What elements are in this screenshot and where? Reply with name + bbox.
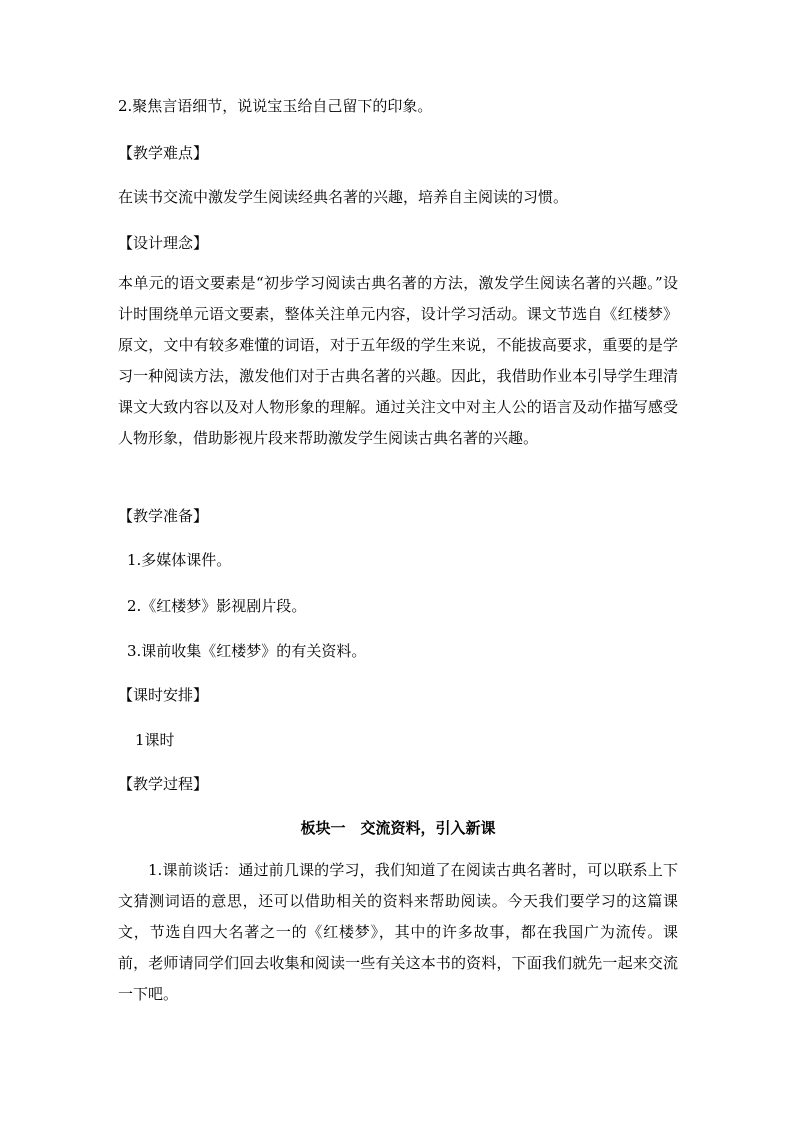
difficulty-heading: 【教学难点】 (118, 144, 209, 162)
objective-item-2: 2.聚焦言语细节，说说宝玉给自己留下的印象。 (118, 97, 433, 115)
section-text: 1.课前谈话：通过前几课的学习，我们知道了在阅读古典名著时，可以联系上下文猜测词语的意思，还可以借助相关的资料来帮助阅读。今天我们要学习的这篇课文，节选自四大名著之一的《红楼梦》，其中的许多故事，都在我国广为流传。课前，老师请同学们回去收集和阅读一些有关这本书的资料，下面我们就先一起来交流一下吧。 (118, 861, 678, 1003)
design-text: 本单元的语文要素是“初步学习阅读古典名著的方法，激发学生阅读名著的兴趣。”设计时围绕单元语文要素，整体关注单元内容，设计学习活动。课文节选自《红楼梦》原文，文中有较多难懂的词语，对于五年级的学生来说，不能拔高要求，重要的是学习一种阅读方法，激发他们对于古典名著的兴趣。因此，我借助作业本引导学生理清课文大致内容以及对人物形象的理解。通过关注文中对主人公的语言及动作描写感受人物形象，借助影视片段来帮助激发学生阅读古典名著的兴趣。 (118, 274, 678, 447)
difficulty-text: 在读书交流中激发学生阅读经典名著的兴趣，培养自主阅读的习惯。 (118, 188, 569, 206)
section-title: 板块一 交流资料，引入新课 (300, 819, 496, 837)
schedule-text: 1课时 (135, 731, 175, 749)
prep-heading: 【教学准备】 (118, 507, 209, 525)
prep-item-2: 2.《红楼梦》影视剧片段。 (127, 597, 307, 615)
schedule-heading: 【课时安排】 (118, 686, 209, 704)
process-heading: 【教学过程】 (118, 775, 209, 793)
prep-item-1: 1.多媒体课件。 (127, 551, 232, 569)
design-heading: 【设计理念】 (118, 234, 209, 252)
prep-item-3: 3.课前收集《红楼梦》的有关资料。 (127, 642, 367, 660)
